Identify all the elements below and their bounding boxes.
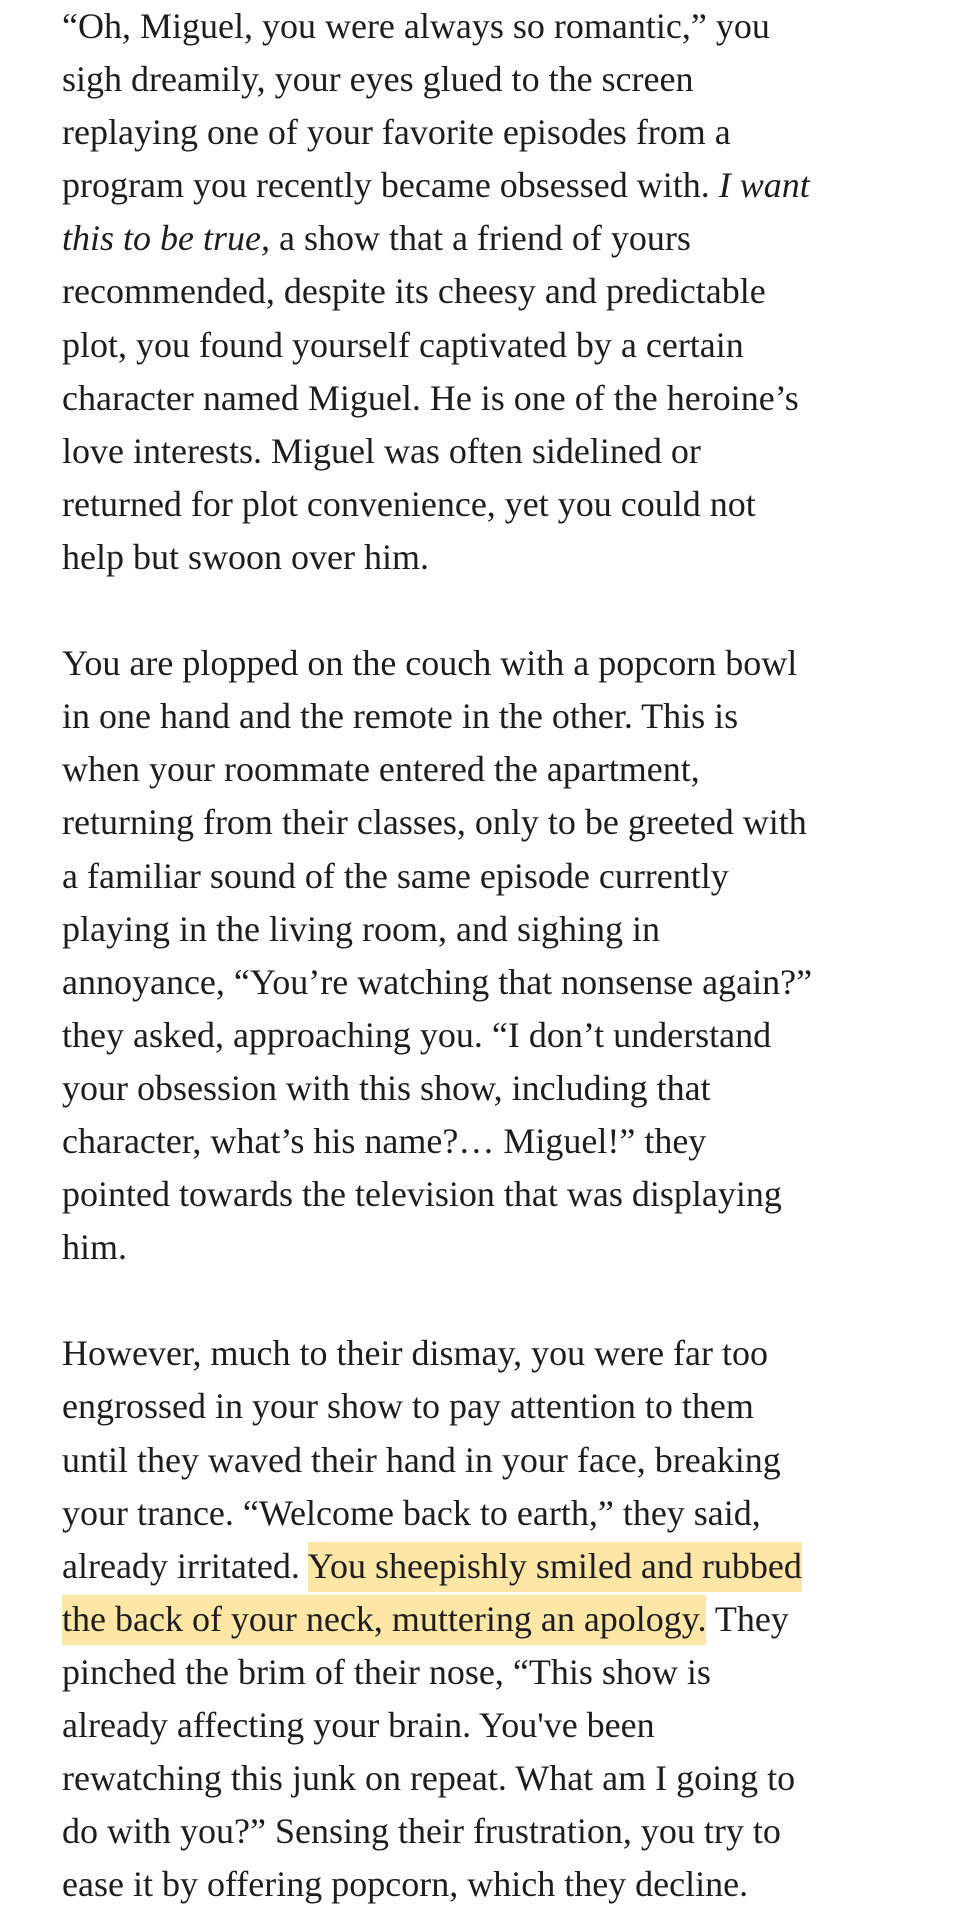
text-line: “Oh, Miguel, you were always so romantic,” you	[62, 6, 770, 46]
text-line: pointed towards the television that was displaying	[62, 1174, 782, 1215]
text-line: rewatching this junk on repeat. What am I going to	[62, 1758, 796, 1799]
text-line: character, what’s his name?… Miguel!” they	[62, 1120, 707, 1161]
text-segment: a show that a friend of yours	[278, 218, 691, 259]
text-line: annoyance, “You’re watching that nonsense again?”	[62, 961, 813, 1002]
text-line: when your roommate entered the apartment,	[62, 749, 700, 790]
text-line: recommended, despite its cheesy and predictable	[62, 271, 766, 312]
text-line: do with you?” Sensing their frustration, you try to	[62, 1811, 781, 1852]
highlighted-text[interactable]: the back of your neck, muttering an apology.	[62, 1595, 706, 1645]
text-line: You are plopped on the couch with a popcorn bowl	[62, 643, 798, 684]
text-line: sigh dreamily, your eyes glued to the screen	[62, 59, 694, 100]
text-segment: already irritated.	[62, 1545, 300, 1586]
text-line: engrossed in your show to pay attention to them	[62, 1386, 754, 1427]
show-title-italic: I want	[718, 165, 810, 206]
paragraph-gap	[62, 584, 942, 637]
text-line	[62, 1540, 942, 1593]
paragraph-2	[62, 637, 942, 1274]
text-line: playing in the living room, and sighing in	[62, 908, 660, 949]
text-line: character named Miguel. He is one of the heroine’s	[62, 377, 799, 418]
text-line: However, much to their dismay, you were far too	[62, 1333, 769, 1374]
paragraph-gap	[62, 1274, 942, 1327]
text-line: help but swoon over him.	[62, 536, 429, 577]
text-segment: program you recently became obsessed with.	[62, 165, 710, 206]
paragraph-3	[62, 1327, 942, 1911]
show-title-italic: this to be true,	[62, 218, 270, 259]
text-line: a familiar sound of the same episode currently	[62, 855, 729, 896]
highlighted-text[interactable]: You sheepishly smiled and rubbed	[308, 1542, 802, 1592]
text-line	[62, 1593, 942, 1646]
text-line: ease it by offering popcorn, which they decline.	[62, 1864, 749, 1905]
text-line: him.	[62, 1227, 128, 1268]
text-line: already affecting your brain. You've been	[62, 1705, 655, 1745]
text-line: they asked, approaching you. “I don’t understand	[62, 1014, 772, 1055]
story-text	[62, 0, 942, 1911]
text-line	[62, 159, 942, 212]
text-line: plot, you found yourself captivated by a certain	[62, 324, 744, 365]
text-line: until they waved their hand in your face, breaking	[62, 1439, 781, 1480]
text-line: your trance. “Welcome back to earth,” they said,	[62, 1492, 761, 1533]
text-line: love interests. Miguel was often sidelined or	[62, 430, 701, 471]
text-line: in one hand and the remote in the other. This is	[62, 696, 739, 737]
text-line: returned for plot convenience, yet you could not	[62, 483, 756, 524]
text-line	[62, 212, 942, 265]
text-line: your obsession with this show, including that	[62, 1067, 711, 1108]
text-segment: They	[714, 1598, 789, 1639]
text-line: pinched the brim of their nose, “This show is	[62, 1651, 711, 1692]
text-line: replaying one of your favorite episodes from a	[62, 112, 731, 153]
paragraph-1	[62, 0, 942, 584]
text-line: returning from their classes, only to be greeted with	[62, 802, 807, 843]
